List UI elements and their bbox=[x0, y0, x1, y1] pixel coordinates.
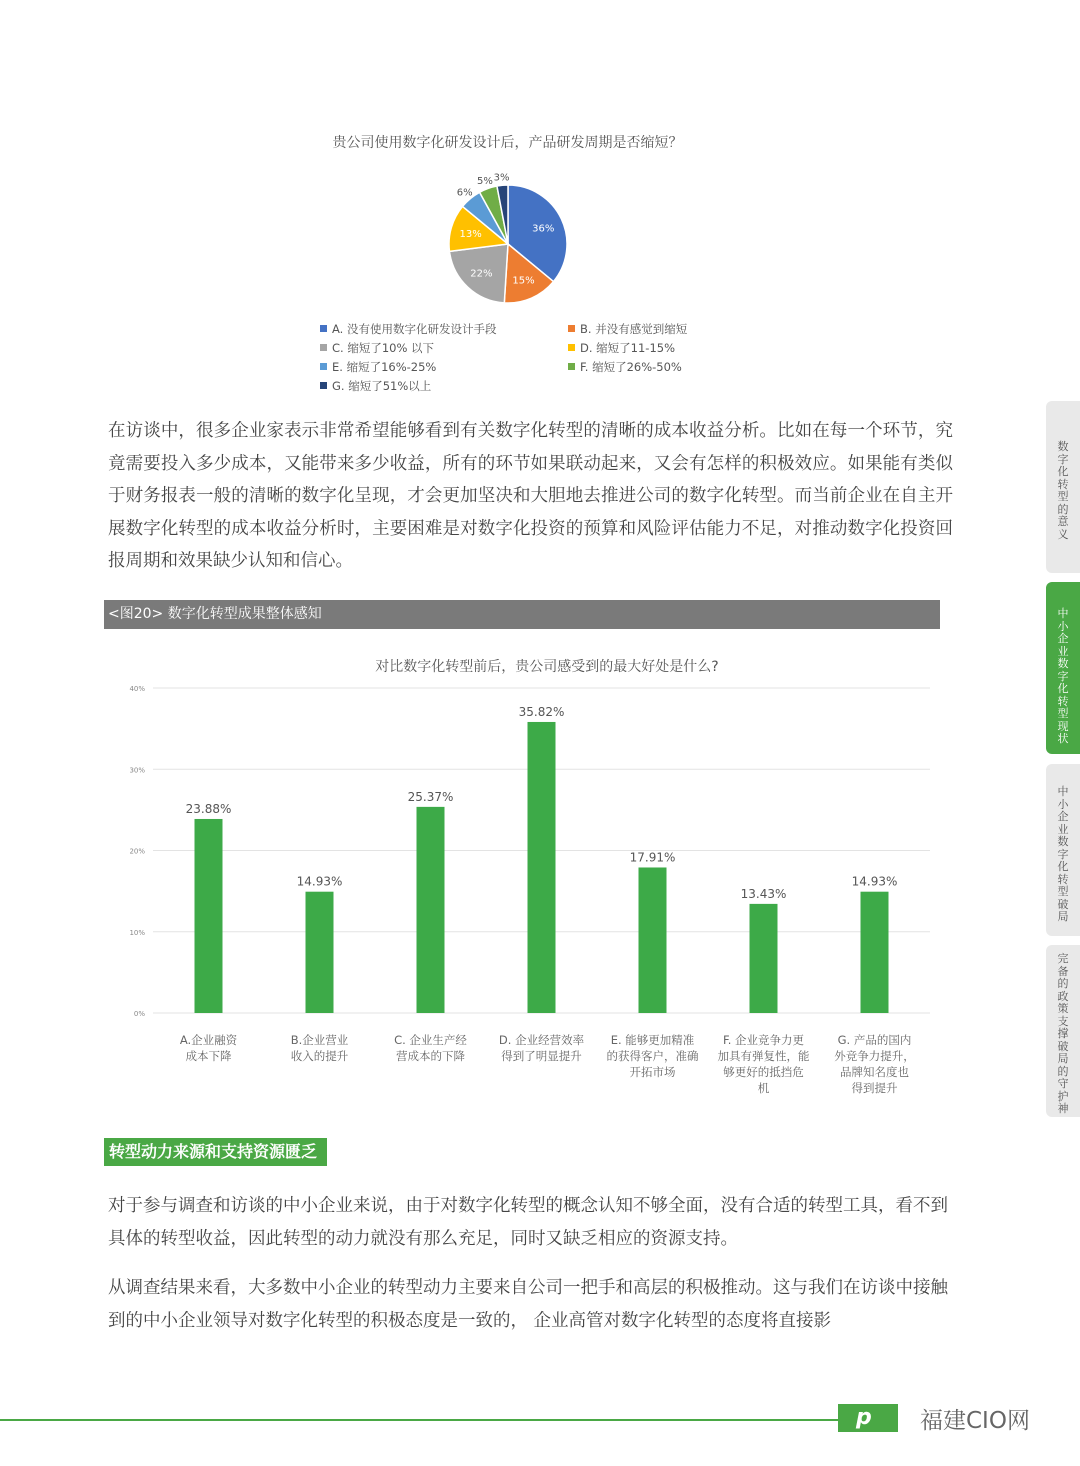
legend-swatch bbox=[568, 325, 575, 332]
x-category-label bbox=[823, 1032, 927, 1096]
pie-slice-label: 6% bbox=[456, 187, 473, 199]
figure-header: <图20> 数字化转型成果整体感知 bbox=[104, 600, 940, 629]
side-tab-significance[interactable] bbox=[1046, 401, 1080, 573]
bar-category-labels bbox=[100, 1032, 940, 1102]
side-tab-label: 完备的政策支撑 破局的守护神 bbox=[1057, 952, 1069, 1115]
pie-slice-label: 3% bbox=[493, 172, 510, 184]
bar-chart-title: 对比数字化转型前后，贵公司感受到的最大好处是什么? bbox=[375, 659, 719, 675]
bar bbox=[417, 807, 445, 1013]
bar-value-label: 17.91% bbox=[629, 850, 676, 865]
x-category-label-line: 成本下降 bbox=[185, 1049, 232, 1063]
y-tick-label: 30% bbox=[129, 766, 145, 775]
legend-label: F. 缩短了26%-50% bbox=[580, 360, 682, 374]
bar-value-label: 13.43% bbox=[740, 886, 787, 901]
x-category-label-line: 外竞争力提升， bbox=[834, 1049, 915, 1063]
pie-legend-item bbox=[320, 359, 436, 375]
paragraph-3 bbox=[108, 1272, 948, 1338]
legend-label: B. 并没有感觉到缩短 bbox=[580, 322, 688, 336]
pie-chart-title: 贵公司使用数字化研发设计后，产品研发周期是否缩短？ bbox=[332, 135, 683, 151]
x-category-label bbox=[490, 1032, 594, 1064]
bar bbox=[528, 722, 556, 1013]
x-category-label-line: 的获得客户，准确 bbox=[606, 1049, 699, 1063]
pie-legend-item bbox=[320, 321, 496, 337]
legend-label: G. 缩短了51%以上 bbox=[332, 379, 432, 393]
pie-legend-item bbox=[568, 321, 687, 337]
side-tab-current-status[interactable] bbox=[1046, 582, 1080, 754]
bar bbox=[306, 892, 334, 1013]
pie-slice-label: 5% bbox=[477, 176, 493, 188]
pie-legend-item bbox=[568, 359, 682, 375]
y-tick-label: 10% bbox=[129, 928, 145, 937]
bar-chart bbox=[100, 676, 940, 1021]
legend-label: D. 缩短了11-15% bbox=[580, 341, 676, 355]
pie-legend-item bbox=[320, 340, 434, 356]
x-category-label-line: 营成本的下降 bbox=[396, 1049, 465, 1063]
paragraph-text: 在访谈中，很多企业家表示非常希望能够看到有关数字化转型的清晰的成本收益分析。比如在每一个环节，究竟需要投入多少成本，又能带来多少收益，所有的环节如果联动起来，又会有怎样的积极效应。如果能有类似于财务报表一般的清晰的数字化呈现，才会更加坚决和大胆地去推进公司的数字化转型。而当前企业在自主开展数字化转型的成本收益分析时，主要困难是对数字化投资的预算和风险评估能力不足，对推动数字化投资回报周期和效果缺少认知和信心。 bbox=[108, 421, 953, 571]
footer-badge bbox=[838, 1404, 898, 1432]
side-tab-label: 中小企业数字化转型现状 bbox=[1057, 607, 1069, 745]
bar-value-label: 14.93% bbox=[851, 874, 898, 889]
intro-paragraph bbox=[108, 415, 953, 578]
x-category-label bbox=[379, 1032, 483, 1064]
x-category-label-line: A.企业融资 bbox=[179, 1033, 238, 1047]
footer-watermark: 福建CIO网 bbox=[920, 1408, 1030, 1434]
x-category-label bbox=[157, 1032, 261, 1064]
side-tab-breakthrough[interactable] bbox=[1046, 764, 1080, 936]
x-category-label-line: C. 企业生产经 bbox=[394, 1033, 467, 1047]
bar-value-label: 23.88% bbox=[185, 801, 232, 816]
paragraph-2 bbox=[108, 1190, 948, 1255]
section-heading: 转型动力来源和支持资源匮乏 bbox=[104, 1138, 327, 1166]
x-category-label bbox=[712, 1032, 816, 1096]
legend-label: E. 缩短了16%-25% bbox=[332, 360, 437, 374]
pie-slice-label: 15% bbox=[512, 275, 535, 287]
x-category-label bbox=[601, 1032, 705, 1080]
x-category-label bbox=[268, 1032, 372, 1064]
pie-legend-item bbox=[568, 340, 675, 356]
bar-value-label: 14.93% bbox=[296, 874, 343, 889]
legend-swatch bbox=[320, 382, 327, 389]
paragraph-text: 对于参与调查和访谈的中小企业来说，由于对数字化转型的概念认知不够全面，没有合适的转型工具，看不到具体的转型收益，因此转型的动力就没有那么充足，同时又缺乏相应的资源支持。 bbox=[108, 1196, 948, 1249]
x-category-label-line: 收入的提升 bbox=[290, 1049, 349, 1063]
legend-swatch bbox=[320, 325, 327, 332]
bar-value-label: 25.37% bbox=[407, 789, 454, 804]
bar bbox=[750, 904, 778, 1013]
x-category-label-line: 得到了明显提升 bbox=[501, 1049, 582, 1063]
pie-slice-label: 22% bbox=[470, 268, 493, 280]
footer-badge-letter: p bbox=[856, 1405, 872, 1430]
x-category-label-line: B.企业营业 bbox=[290, 1033, 349, 1047]
legend-label: A. 没有使用数字化研发设计手段 bbox=[332, 322, 497, 336]
x-category-label-line: D. 企业经营效率 bbox=[498, 1033, 585, 1047]
side-tab-label: 中小企业数字化转型破局 bbox=[1057, 785, 1069, 923]
paragraph-text: 从调查结果来看，大多数中小企业的转型动力主要来自公司一把手和高层的积极推动。这与我们在访谈中接触到的中小企业领导对数字化转型的积极态度是一致的， 企业高管对数字化转型的态度将直接影 bbox=[108, 1278, 948, 1331]
legend-swatch bbox=[568, 344, 575, 351]
legend-swatch bbox=[320, 344, 327, 351]
bar bbox=[639, 867, 667, 1013]
bar bbox=[861, 892, 889, 1013]
pie-legend-item bbox=[320, 378, 431, 394]
y-tick-label: 40% bbox=[129, 685, 145, 693]
x-category-label-line: 品牌知名度也 bbox=[840, 1065, 909, 1079]
side-tab-policy[interactable] bbox=[1046, 945, 1080, 1117]
legend-swatch bbox=[320, 363, 327, 370]
y-tick-label: 0% bbox=[133, 1010, 145, 1018]
x-category-label-line: F. 企业竞争力更 bbox=[722, 1033, 805, 1047]
bar bbox=[195, 819, 223, 1013]
x-category-label-line: 得到提升 bbox=[851, 1081, 898, 1095]
bar-value-label: 35.82% bbox=[518, 704, 565, 719]
x-category-label-line: G. 产品的国内 bbox=[837, 1033, 912, 1047]
y-tick-label: 20% bbox=[129, 847, 145, 856]
side-tab-label: 数字化转型的意义 bbox=[1057, 440, 1069, 541]
pie-chart bbox=[430, 168, 590, 318]
x-category-label-line: 机 bbox=[757, 1081, 770, 1095]
legend-swatch bbox=[568, 363, 575, 370]
legend-label: C. 缩短了10% 以下 bbox=[332, 341, 435, 355]
pie-slice-label: 13% bbox=[459, 229, 482, 241]
footer-rule bbox=[0, 1419, 860, 1421]
x-category-label-line: 开拓市场 bbox=[629, 1065, 676, 1079]
x-category-label-line: 加具有弹复性，能 bbox=[717, 1049, 810, 1063]
pie-slice-label: 36% bbox=[532, 223, 555, 235]
x-category-label-line: E. 能够更加精准 bbox=[610, 1033, 695, 1047]
x-category-label-line: 够更好的抵挡危 bbox=[723, 1065, 804, 1079]
